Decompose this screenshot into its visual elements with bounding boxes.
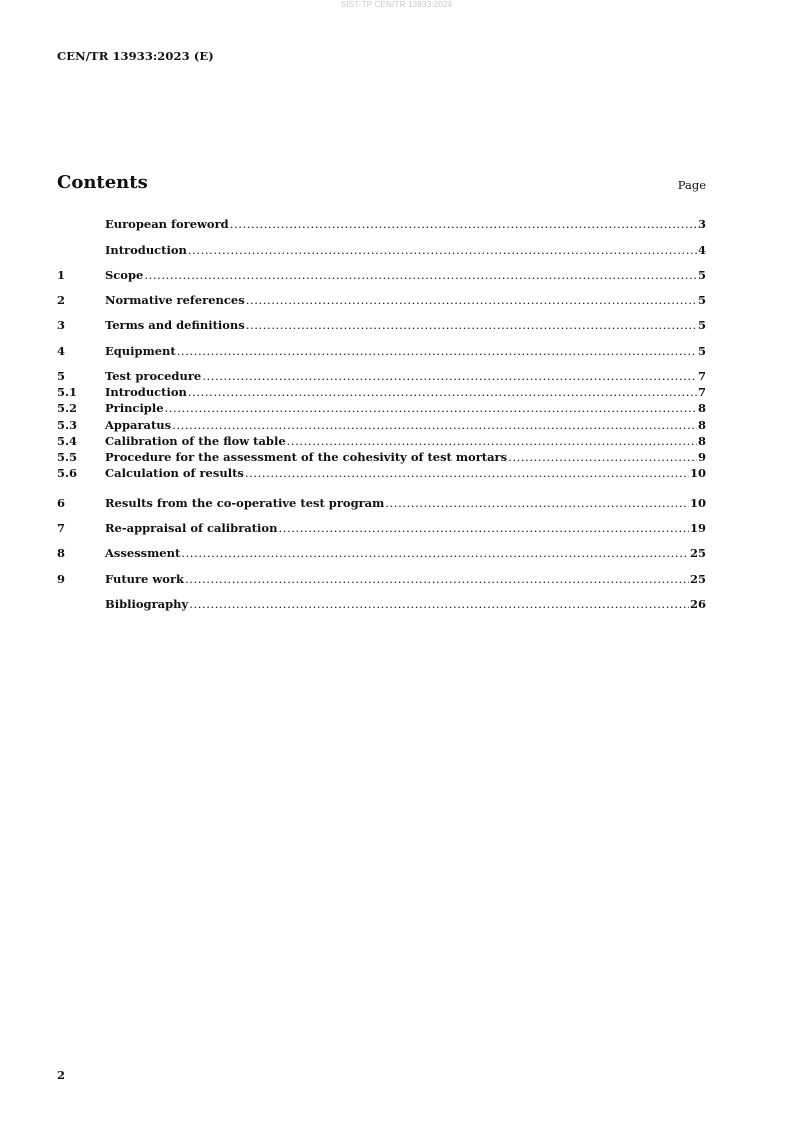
toc-entry-title: Test procedure: [105, 369, 202, 383]
toc-entry-page: 8: [697, 434, 706, 448]
toc-entry-number: 5.1: [57, 385, 78, 399]
toc-entry[interactable]: [57, 433, 706, 449]
toc-entry-number: 5.3: [57, 418, 78, 432]
toc-entry[interactable]: [57, 216, 706, 232]
toc-entry-page: 5: [697, 344, 706, 358]
toc-entry-number: 1: [57, 268, 66, 282]
toc-entry-title: Normative references: [105, 293, 245, 307]
toc-entry-page: 7: [697, 369, 706, 383]
toc-entry-title: Introduction: [105, 385, 187, 399]
toc-entry-title: Calibration of the flow table: [105, 434, 286, 448]
toc-entry-page: 10: [689, 466, 706, 480]
watermark: SIST-TP CEN/TR 13933:2024: [340, 0, 453, 9]
toc-entry-title: Principle: [105, 401, 164, 415]
toc-leader: [185, 571, 689, 587]
toc-entry-page: 8: [697, 401, 706, 415]
contents-header: [57, 172, 706, 198]
toc-leader: [278, 520, 689, 536]
toc-entry-title: Results from the co-operative test program: [105, 496, 385, 510]
toc-entry-page: 3: [697, 217, 706, 231]
toc-leader: [385, 495, 689, 511]
toc-entry-page: 19: [689, 521, 706, 535]
toc-entry-page: 9: [697, 450, 706, 464]
toc-entry-title: European foreword: [105, 217, 229, 231]
toc-entry[interactable]: [57, 368, 706, 384]
toc-entry-number: 4: [57, 344, 66, 358]
page-column-label: Page: [677, 178, 706, 192]
toc-leader: [230, 216, 697, 232]
toc-entry[interactable]: [57, 400, 706, 416]
toc-entry-title: Equipment: [105, 344, 176, 358]
toc-entry-title: Apparatus: [105, 418, 172, 432]
toc-entry-title: Calculation of results: [105, 466, 244, 480]
toc-leader: [181, 545, 689, 561]
toc-entry[interactable]: [57, 596, 706, 612]
toc-entry-number: 5.5: [57, 450, 78, 464]
toc-entry[interactable]: [57, 417, 706, 433]
toc-entry-number: 3: [57, 318, 66, 332]
toc-entry-number: 7: [57, 521, 66, 535]
page-number: 2: [57, 1068, 66, 1082]
toc-leader: [144, 267, 697, 283]
toc-entry-number: 5.6: [57, 466, 78, 480]
toc-leader: [508, 449, 697, 465]
toc-leader: [202, 368, 697, 384]
toc-leader: [188, 384, 697, 400]
toc-leader: [189, 596, 689, 612]
toc-entry-page: 10: [689, 496, 706, 510]
toc-entry-number: 5.4: [57, 434, 78, 448]
toc-entry-number: 5.2: [57, 401, 78, 415]
toc-leader: [172, 417, 697, 433]
toc-entry-number: 2: [57, 293, 66, 307]
toc-entry[interactable]: [57, 571, 706, 587]
toc-entry[interactable]: [57, 495, 706, 511]
toc-entry-page: 5: [697, 268, 706, 282]
toc-entry[interactable]: [57, 449, 706, 465]
contents-title: Contents: [57, 172, 148, 193]
toc-entry-title: Assessment: [105, 546, 181, 560]
toc-entry-number: 8: [57, 546, 66, 560]
toc-entry-number: 5: [57, 369, 66, 383]
document-id: CEN/TR 13933:2023 (E): [57, 49, 214, 63]
toc-entry[interactable]: [57, 267, 706, 283]
toc-leader: [188, 242, 697, 258]
toc-leader: [165, 400, 697, 416]
toc-entry-page: 8: [697, 418, 706, 432]
toc-entry[interactable]: [57, 343, 706, 359]
toc-leader: [246, 292, 697, 308]
toc-entry-title: Bibliography: [105, 597, 189, 611]
toc-entry-page: 26: [689, 597, 706, 611]
toc-entry[interactable]: [57, 292, 706, 308]
toc-entry-page: 4: [697, 243, 706, 257]
toc-entry[interactable]: [57, 242, 706, 258]
toc-entry-number: 9: [57, 572, 66, 586]
toc-entry-title: Procedure for the assessment of the cohesivity of test mortars: [105, 450, 508, 464]
toc-entry-page: 7: [697, 385, 706, 399]
toc-entry-page: 5: [697, 293, 706, 307]
toc-entry-title: Introduction: [105, 243, 187, 257]
toc-leader: [245, 465, 689, 481]
toc-entry-page: 25: [689, 546, 706, 560]
toc-entry-page: 5: [697, 318, 706, 332]
toc-entry-title: Scope: [105, 268, 144, 282]
toc-entry[interactable]: [57, 465, 706, 481]
toc-entry-title: Re-appraisal of calibration: [105, 521, 278, 535]
toc-entry-page: 25: [689, 572, 706, 586]
toc-entry-title: Future work: [105, 572, 184, 586]
toc-leader: [177, 343, 697, 359]
toc-entry-number: 6: [57, 496, 66, 510]
toc-leader: [246, 317, 697, 333]
toc-entry-title: Terms and definitions: [105, 318, 245, 332]
toc-entry[interactable]: [57, 545, 706, 561]
toc-entry[interactable]: [57, 520, 706, 536]
toc-entry[interactable]: [57, 384, 706, 400]
toc-leader: [287, 433, 697, 449]
toc-entry[interactable]: [57, 317, 706, 333]
